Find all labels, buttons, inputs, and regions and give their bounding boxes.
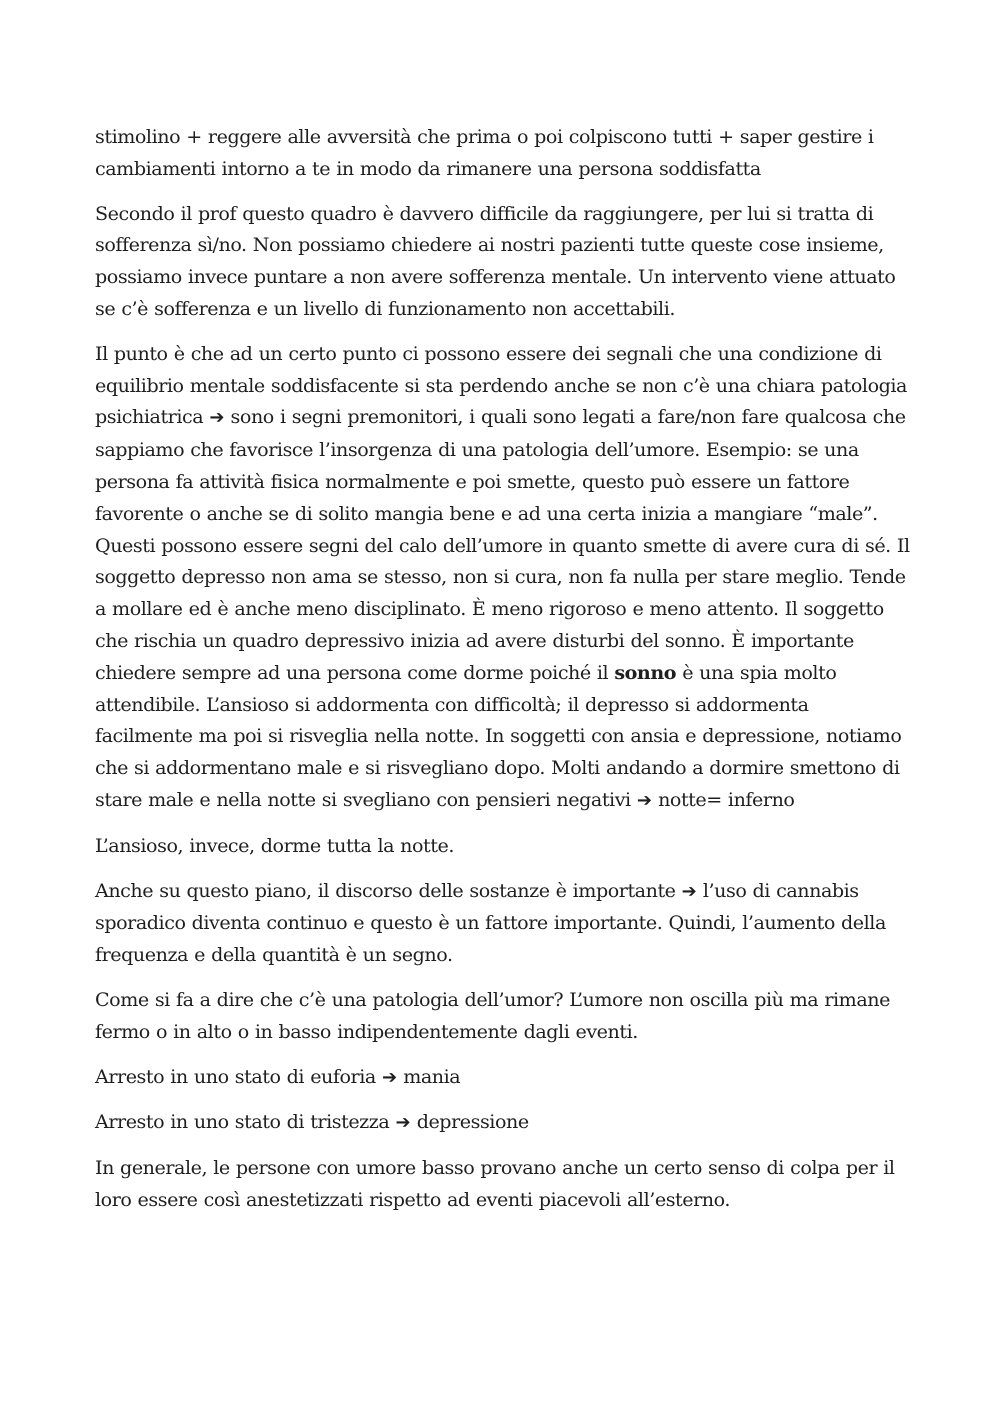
paragraph-text: Il punto è che ad un certo punto ci possono essere dei segnali che una condizione di equilibrio mentale soddisfacente si sta perdendo anche se non c’è una chiara patologia psichiatrica — [95, 341, 907, 429]
right-arrow-icon: ➔ — [395, 1112, 411, 1134]
right-arrow-icon: ➔ — [381, 1066, 398, 1088]
paragraph — [95, 1061, 910, 1094]
paragraph-text: Arresto in uno stato di euforia — [95, 1064, 376, 1088]
paragraph — [95, 830, 910, 862]
paragraph — [95, 198, 910, 325]
paragraph — [95, 121, 910, 185]
right-arrow-icon: ➔ — [636, 789, 652, 811]
bold-term: sonno — [614, 660, 677, 684]
paragraph-text: Arresto in uno stato di tristezza — [95, 1110, 390, 1134]
paragraph — [95, 984, 910, 1048]
paragraph-text: Come si fa a dire che c’è una patologia dell’umor? L’umore non oscilla più ma rimane fermo o in alto o in basso indipendentemente dagli eventi. — [95, 987, 890, 1043]
right-arrow-icon: ➔ — [209, 407, 225, 429]
paragraph-text: stimolino + reggere alle avversità che prima o poi colpiscono tutti + saper gestire i cambiamenti intorno a te in modo da rimanere una persona soddisfatta — [95, 125, 874, 180]
paragraph-text: Secondo il prof questo quadro è davvero difficile da raggiungere, per lui si tratta di sofferenza sì/no. Non possiamo chiedere ai nostri pazienti tutte queste cose insieme, possiamo invece puntare a non avere sofferenza mentale. Un intervento viene attuato se c’è sofferenza e un livello di funzionamento non accettabili. — [95, 201, 896, 320]
document-page — [95, 121, 910, 1229]
paragraph-text: L’ansioso, invece, dorme tutta la notte. — [95, 833, 454, 857]
paragraph-text: è una spia molto attendibile. L’ansioso si addormenta con difficoltà; il depresso si addormenta facilmente ma poi si risveglia nella notte. In soggetti con ansia e depressione, notiamo che si addormentano male e si risvegliano dopo. Molti andando a dormire smettono di stare male e nella notte si svegliano con pensieri negativi — [95, 660, 902, 811]
paragraph-text: In generale, le persone con umore basso provano anche un certo senso di colpa per il loro essere così anestetizzati rispetto ad eventi piacevoli all’esterno. — [95, 1156, 895, 1211]
paragraph — [95, 338, 910, 817]
right-arrow-icon: ➔ — [681, 880, 697, 902]
paragraph-text: mania — [403, 1064, 461, 1088]
paragraph-text: sono i segni premonitori, i quali sono legati a fare/non fare qualcosa che sappiamo che favorisce l’insorgenza di una patologia dell’umore. Esempio: se una persona fa attività fisica normalmente e poi smette, questo può essere un fattore favorente o anche se di solito mangia bene e ad una certa inizia a mangiare “male”. Questi possono essere segni del calo dell’umore in quanto smette di avere cura di sé. Il soggetto depresso non ama se stesso, non si cura, non fa nulla per stare meglio. Tende a mollare ed è anche meno disciplinato. È meno rigoroso e meno attento. Il soggetto che rischia un quadro depressivo inizia ad avere disturbi del sonno. È importante chiedere sempre ad una persona come dorme poiché il — [95, 405, 910, 684]
paragraph — [95, 1106, 910, 1139]
paragraph — [95, 875, 910, 971]
paragraph-text: depressione — [416, 1110, 529, 1134]
paragraph-text: l’uso di cannabis sporadico diventa continuo e questo è un fattore importante. Quindi, l’aumento della frequenza e della quantità è un segno. — [95, 878, 886, 967]
paragraph-text: notte= inferno — [658, 787, 795, 811]
paragraph-text: Anche su questo piano, il discorso delle sostanze è importante — [95, 878, 676, 902]
paragraph — [95, 1152, 910, 1216]
